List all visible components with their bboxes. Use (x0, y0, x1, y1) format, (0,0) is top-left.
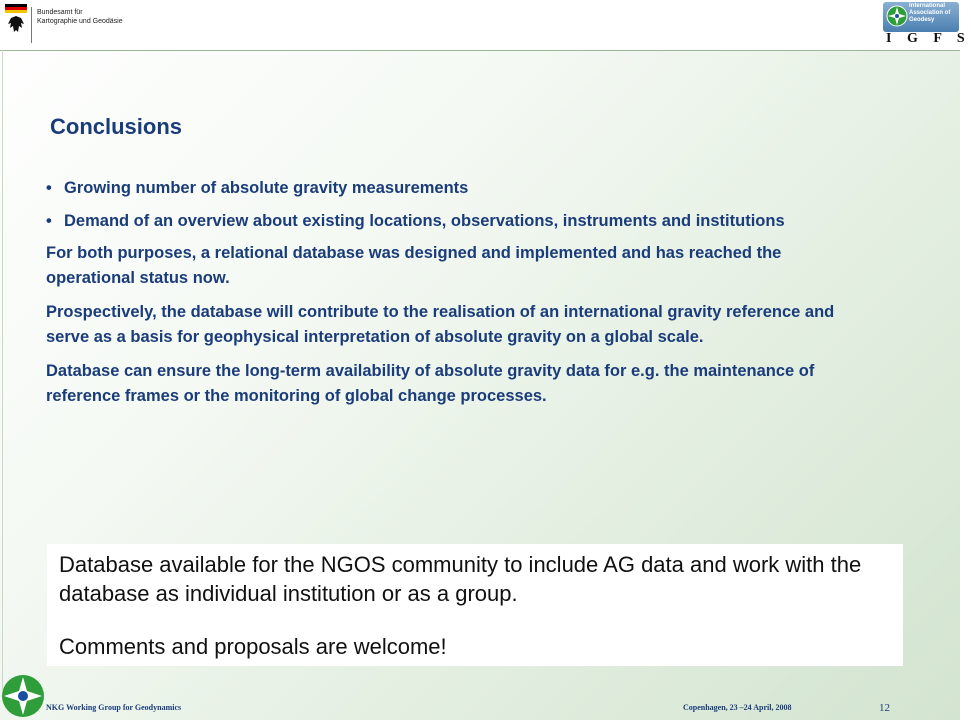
paragraph: Prospectively, the database will contribute to the realisation of an international gravity reference and serve as a basis for geophysical interpretation of absolute gravity on a global scale. (46, 303, 835, 346)
bullet-dot: • (46, 211, 52, 230)
bullet-item (46, 209, 846, 234)
iag-logo (883, 2, 959, 32)
agency-line-1: Bundesamt für (37, 9, 83, 16)
bullet-dot: • (46, 179, 52, 197)
callout-closing: Comments and proposals are welcome! (59, 634, 447, 659)
paragraph: For both purposes, a relational database was designed and implemented and has reached the operational status now. (46, 244, 782, 287)
slide-body (46, 176, 846, 418)
page-number: 12 (879, 702, 890, 714)
iag-name (909, 3, 950, 24)
callout-text: Database available for the NGOS community to include AG data and work with the database as individual institution or as a group. (59, 552, 862, 606)
agency-line-2: Kartographie und Geodäsie (37, 18, 123, 25)
iag-line-1: International (909, 3, 946, 9)
slide-header (0, 0, 971, 50)
paragraph: Database can ensure the long-term availability of absolute gravity data for e.g. the maintenance of reference frames or the monitoring of global change processes. (46, 362, 815, 405)
bullet-text: Demand of an overview about existing locations, observations, instruments and institutions (64, 211, 785, 230)
logo-divider (31, 7, 32, 43)
iag-globe-icon (886, 5, 908, 27)
igfs-label: I G F S (886, 31, 971, 46)
bullet-text: Growing number of absolute gravity measurements (64, 179, 469, 197)
callout-box (47, 544, 903, 666)
bkg-logo (5, 4, 135, 44)
left-frame-line (2, 50, 3, 690)
footer-globe-icon (0, 673, 46, 719)
footer-event: Copenhagen, 23 –24 April, 2008 (683, 703, 792, 712)
footer-group: NKG Working Group for Geodynamics (46, 703, 182, 712)
slide-title: Conclusions (50, 114, 183, 139)
eagle-icon (5, 4, 27, 42)
iag-line-3: Geodesy (909, 17, 935, 23)
bullet-item (46, 176, 846, 201)
iag-line-2: Association of (909, 10, 951, 16)
agency-name (37, 8, 123, 26)
header-divider (0, 50, 960, 51)
